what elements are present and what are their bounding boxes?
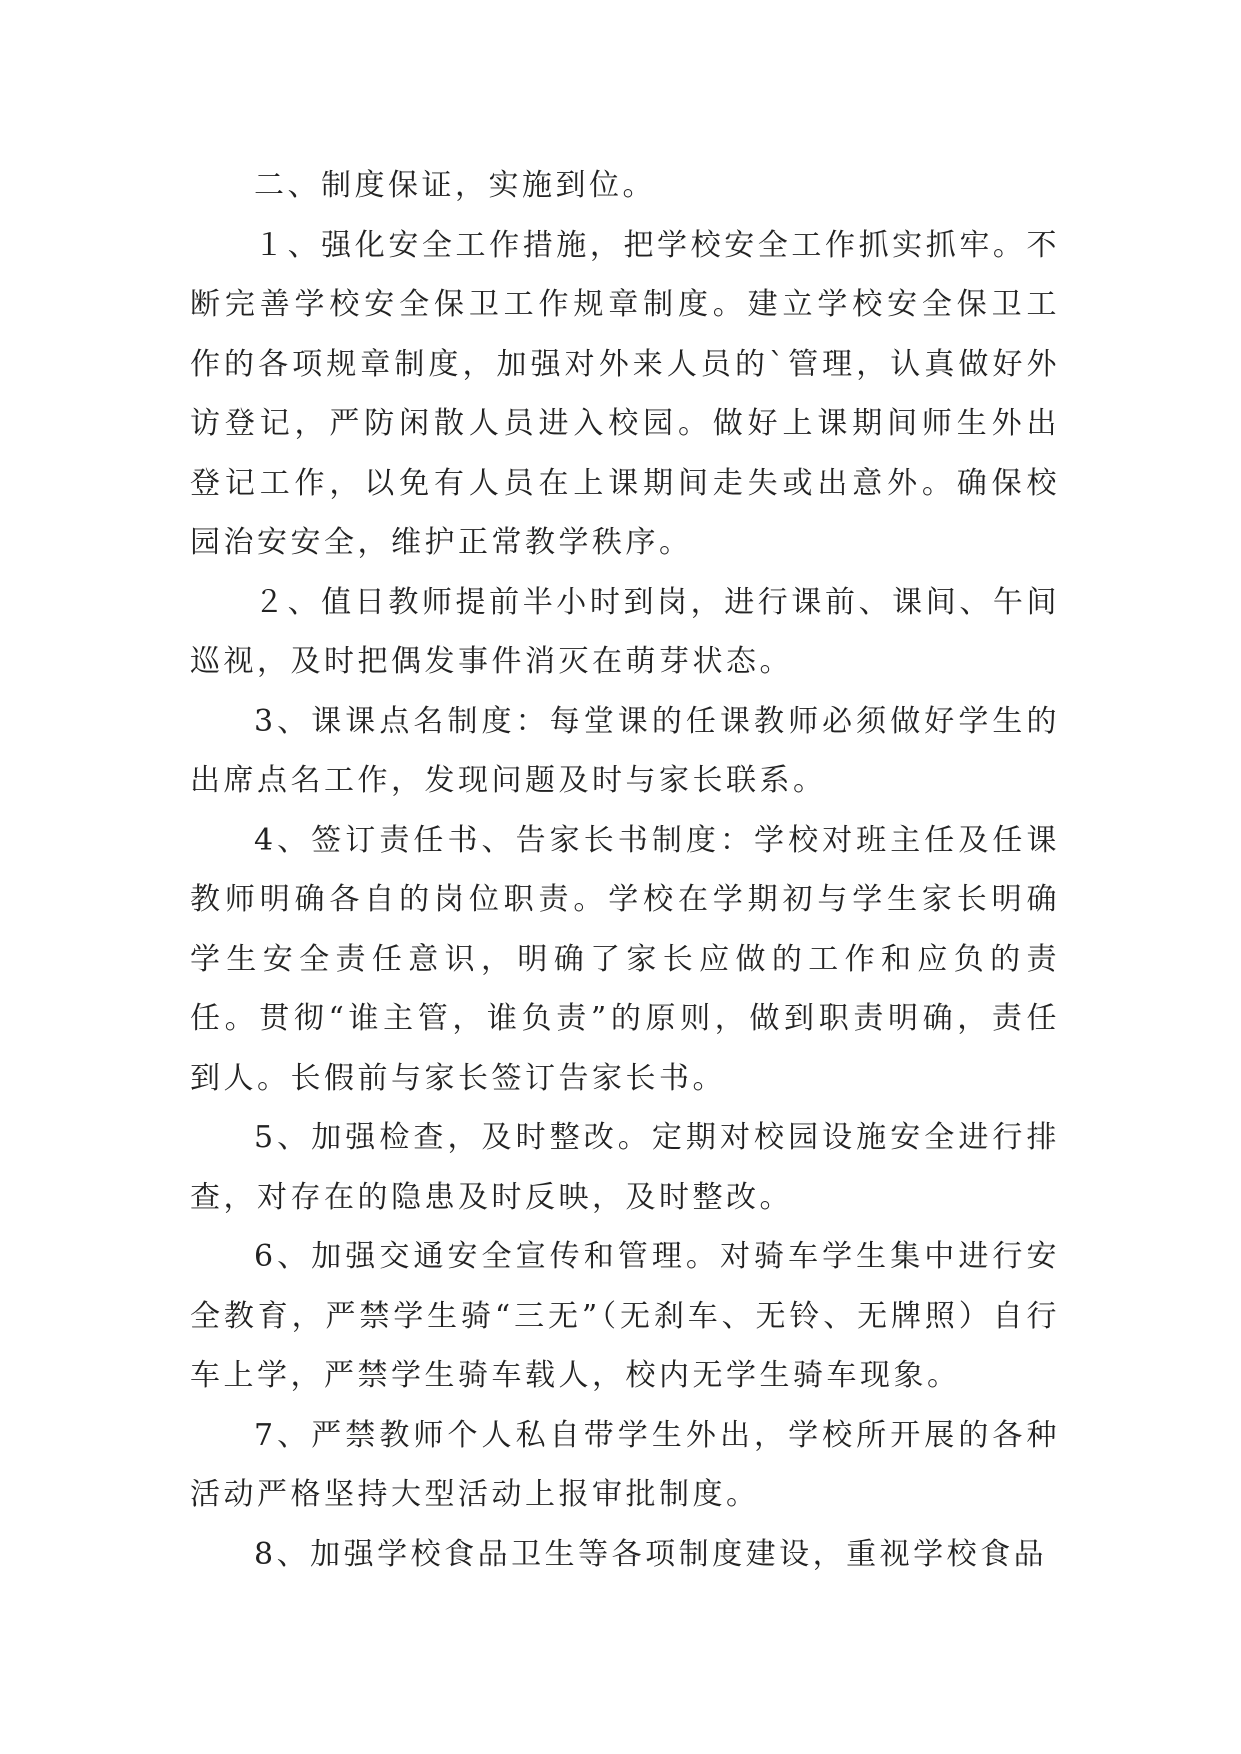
paragraph-5: 5、加强检查，及时整改。定期对校园设施安全进行排查，对存在的隐患及时反映，及时整改。 [190, 1120, 1060, 1215]
paragraph-7: 7、严禁教师个人私自带学生外出，学校所开展的各种活动严格坚持大型活动上报审批制度。 [190, 1417, 1060, 1512]
paragraph-8: 8、加强学校食品卫生等各项制度建设，重视学校食品 [254, 1536, 1048, 1572]
paragraph-6: 6、加强交通安全宣传和管理。对骑车学生集中进行安全教育，严禁学生骑“三无”（无刹车、无铃、无牌照）自行车上学，严禁学生骑车载人，校内无学生骑车现象。 [190, 1239, 1060, 1393]
paragraph-1: １、强化安全工作措施，把学校安全工作抓实抓牢。不断完善学校安全保卫工作规章制度。建立学校安全保卫工作的各项规章制度，加强对外来人员的`管理，认真做好外访登记，严防闲散人员进入校园。做好上课期间师生外出登记工作，以免有人员在上课期间走失或出意外。确保校园治安安全，维护正常教学秩序。 [190, 227, 1060, 560]
paragraph-4: 4、签订责任书、告家长书制度：学校对班主任及任课教师明确各自的岗位职责。学校在学期初与学生家长明确学生安全责任意识，明确了家长应做的工作和应负的责任。贯彻“谁主管，谁负责”的原则，做到职责明确，责任到人。长假前与家长签订告家长书。 [190, 822, 1060, 1096]
paragraph-3: 3、课课点名制度：每堂课的任课教师必须做好学生的出席点名工作，发现问题及时与家长联系。 [190, 703, 1060, 798]
document-body [190, 156, 1060, 1584]
paragraph-2: ２、值日教师提前半小时到岗，进行课前、课间、午间巡视，及时把偶发事件消灭在萌芽状态。 [190, 584, 1060, 679]
section-heading: 二、制度保证，实施到位。 [254, 168, 656, 203]
